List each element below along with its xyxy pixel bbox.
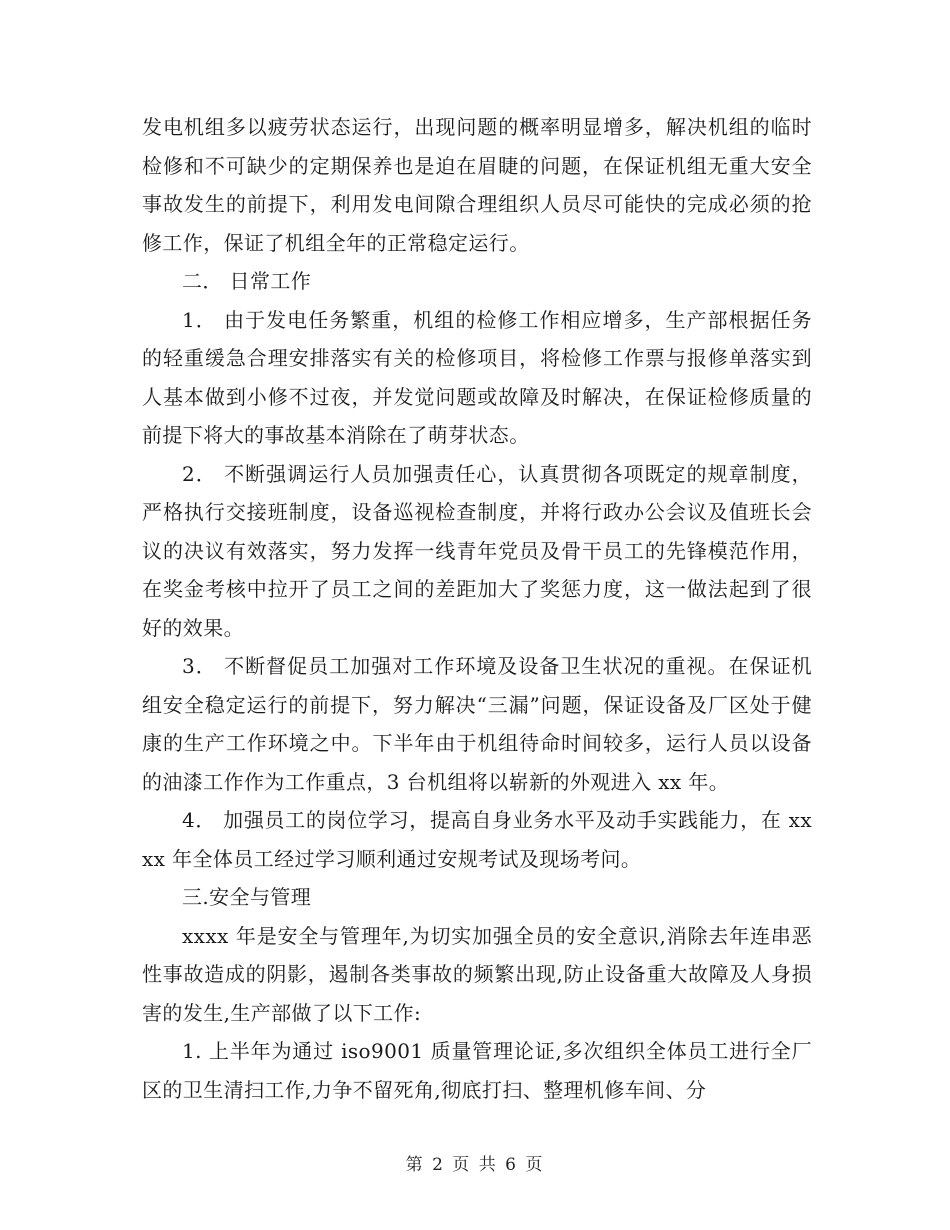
section-heading-safety-management: 三.安全与管理 — [182, 885, 312, 909]
paragraph-item-3: 3． 不断督促员工加强对工作环境及设备卫生状况的重视。在保证机组安全稳定运行的前提下，努力解决“三漏”问题，保证设备及厂区处于健康的生产工作环境之中。下半年由于机组待命时间较多，运行人员以设备的油漆工作作为工作重点，3 台机组将以崭新的外观进入 xx 年。 — [142, 654, 812, 794]
paragraph-item-2: 2． 不断强调运行人员加强责任心，认真贯彻各项既定的规章制度，严格执行交接班制度，设备巡视检查制度，并将行政办公会议及值班长会议的决议有效落实，努力发挥一线青年党员及骨干员工的先锋模范作用，在奖金考核中拉开了员工之间的差距加大了奖惩力度，这一做法起到了很好的效果。 — [142, 461, 812, 640]
paragraph-safety-intro: xxxx 年是安全与管理年,为切实加强全员的安全意识,消除去年连串恶性事故造成的阴影，遏制各类事故的频繁出现,防止设备重大故障及人身损害的发生,生产部做了以下工作: — [142, 923, 812, 1025]
paragraph-safety-item-1: 1. 上半年为通过 iso9001 质量管理论证,多次组织全体员工进行全厂区的卫生清扫工作,力争不留死角,彻底打扫、整理机修车间、分 — [142, 1039, 812, 1102]
document-body — [142, 108, 812, 1109]
paragraph-continuation: 发电机组多以疲劳状态运行，出现问题的概率明显增多，解决机组的临时检修和不可缺少的定期保养也是迫在眉睫的问题，在保证机组无重大安全事故发生的前提下，利用发电间隙合理组织人员尽可能快的完成必须的抢修工作，保证了机组全年的正常稳定运行。 — [142, 115, 812, 255]
section-heading-daily-work: 二． 日常工作 — [182, 269, 312, 293]
paragraph-item-1: 1． 由于发电任务繁重，机组的检修工作相应增多，生产部根据任务的轻重缓急合理安排落实有关的检修项目，将检修工作票与报修单落实到人基本做到小修不过夜，并发觉问题或故障及时解决，在保证检修质量的前提下将大的事故基本消除在了萌芽状态。 — [142, 307, 812, 447]
page-number-footer: 第 2 页 共 6 页 — [405, 1155, 545, 1175]
paragraph-item-4: 4． 加强员工的岗位学习，提高自身业务水平及动手实践能力，在 xxxx 年全体员工经过学习顺利通过安规考试及现场考问。 — [142, 808, 812, 871]
